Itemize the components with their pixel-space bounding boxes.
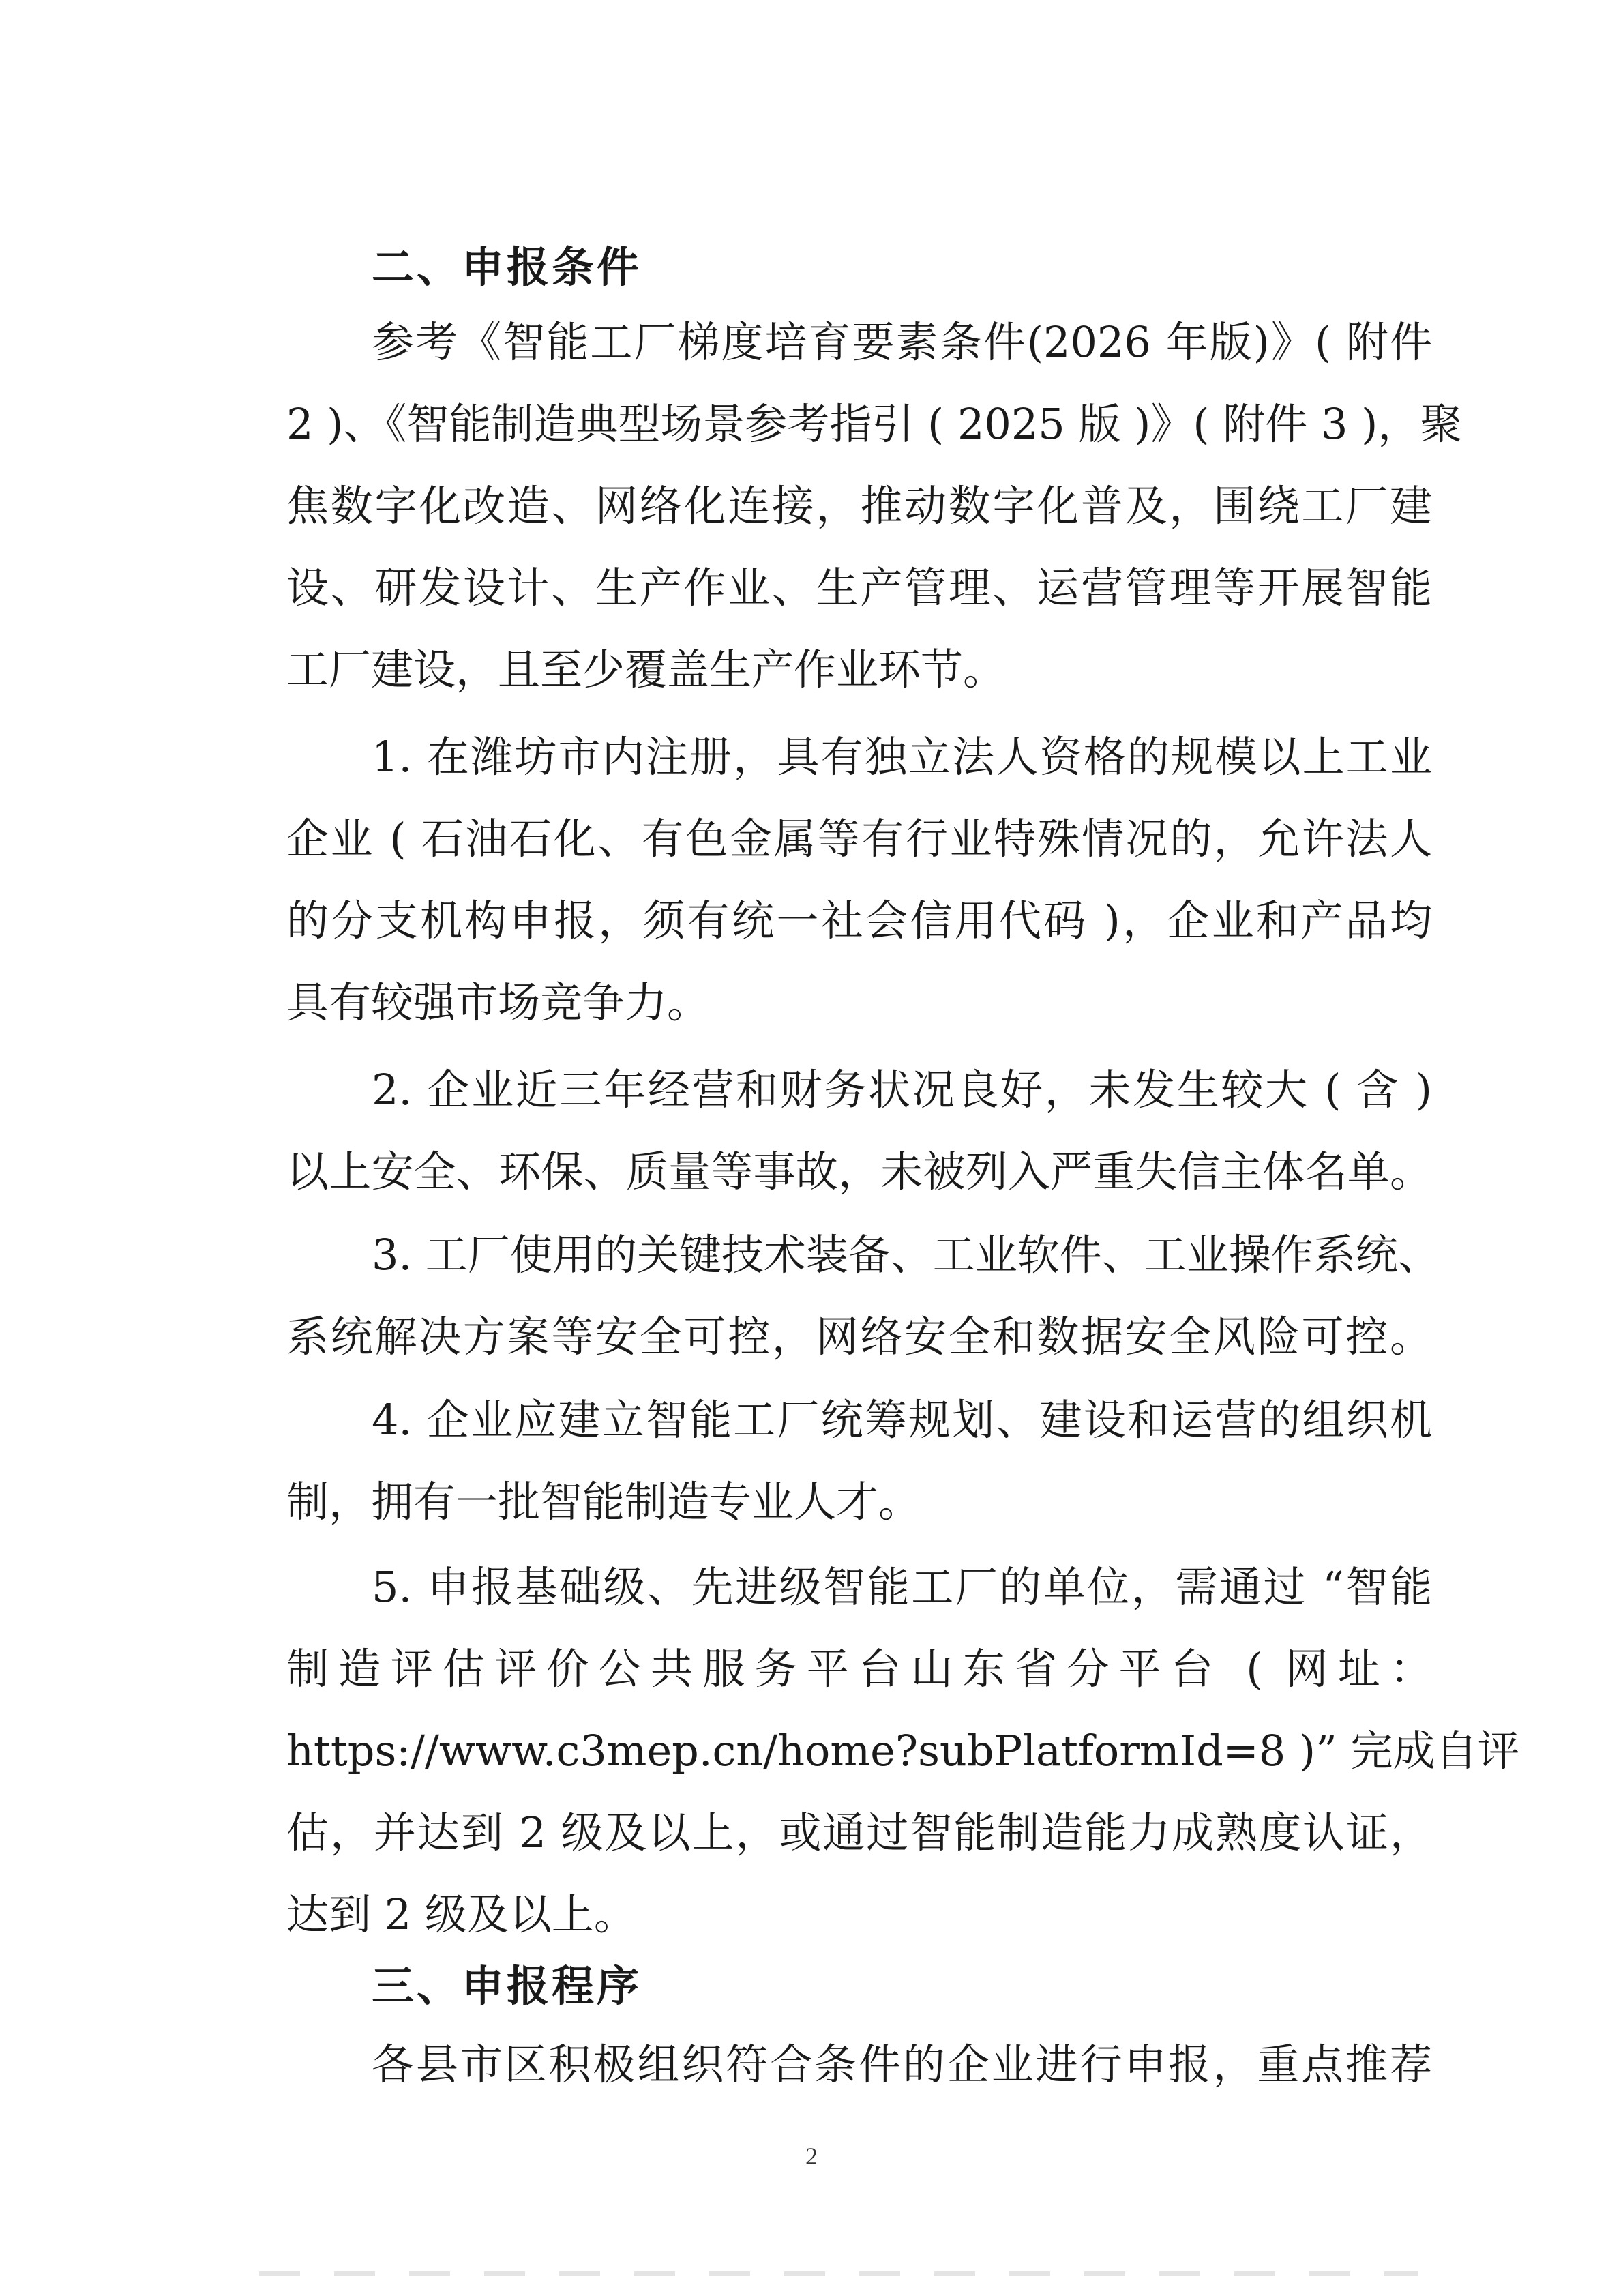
paragraph-line: 达到 2 级及以上。 [286,1889,636,1939]
paragraph-line: 各县市区积极组织符合条件的企业进行申报，重点推荐 [372,2040,1432,2089]
condition-item-4: 4. 企业应建立智能工厂统筹规划、建设和运营的组织机 [372,1395,1432,1445]
paragraph-line: 参考《智能工厂梯度培育要素条件(2026 年版)》( 附件 [372,317,1432,367]
condition-item-5: 5. 申报基础级、先进级智能工厂的单位，需通过 “智能 [372,1562,1432,1612]
paragraph-line: 系统解决方案等安全可控，网络安全和数据安全风险可控。 [286,1312,1432,1362]
section-heading-conditions: 二、申报条件 [372,242,642,292]
platform-url-line: https://www.c3mep.cn/home?subPlatformId=8 )” 完成自评 [286,1726,1520,1776]
scan-edge-marks [259,2271,1418,2276]
page-number: 2 [805,2143,818,2170]
paragraph-line: 以上安全、环保、质量等事故，未被列入严重失信主体名单。 [286,1147,1432,1196]
paragraph-line: 企业 ( 石油石化、有色金属等有行业特殊情况的，允许法人 [286,814,1432,864]
condition-item-2: 2. 企业近三年经营和财务状况良好，未发生较大 ( 含 ) [372,1065,1432,1115]
paragraph-line: 焦数字化改造、网络化连接，推动数字化普及，围绕工厂建 [286,481,1432,531]
section-heading-procedure: 三、申报程序 [372,1961,642,2011]
paragraph-line: 设、研发设计、生产作业、生产管理、运营管理等开展智能 [286,563,1432,613]
paragraph-line: 工厂建设，且至少覆盖生产作业环节。 [286,645,1006,694]
paragraph-line: 估，并达到 2 级及以上，或通过智能制造能力成熟度认证， [286,1808,1432,1857]
condition-item-3: 3. 工厂使用的关键技术装备、工业软件、工业操作系统、 [372,1230,1440,1280]
paragraph-line: 制，拥有一批智能制造专业人才。 [286,1477,921,1527]
paragraph-line: 具有较强市场竞争力。 [286,977,710,1027]
paragraph-line: 的分支机构申报，须有统一社会信用代码 )，企业和产品均 [286,896,1432,945]
condition-item-1: 1. 在潍坊市内注册，具有独立法人资格的规模以上工业 [372,732,1432,782]
paragraph-line: 制造评估评价公共服务平台山东省分平台 ( 网址： [286,1644,1432,1694]
paragraph-line: 2 )、《智能制造典型场景参考指引 ( 2025 版 )》( 附件 3 )，聚 [286,399,1463,449]
